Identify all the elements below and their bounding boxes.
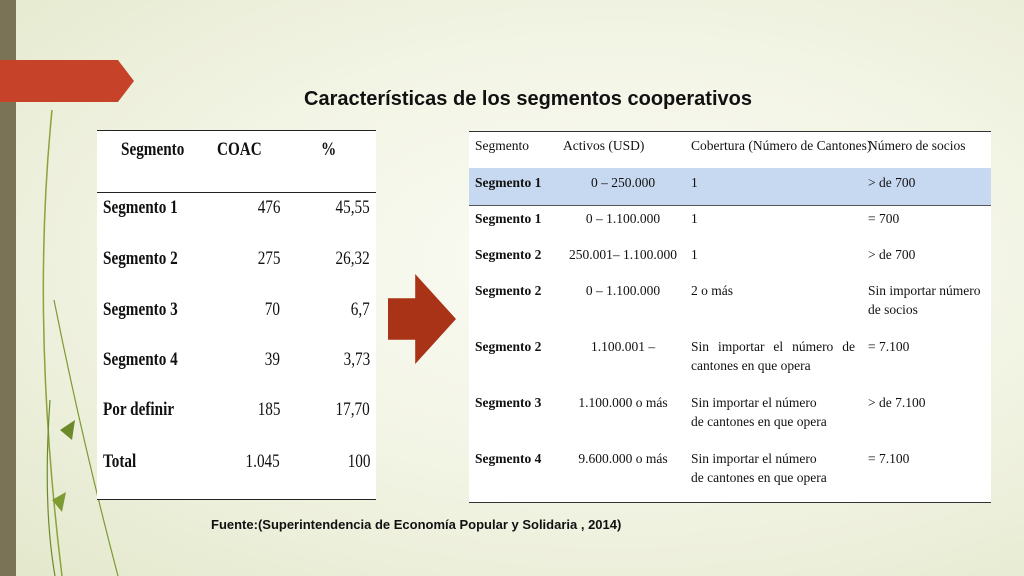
header-cobertura: Cobertura (Número de Cantones): [691, 138, 872, 153]
cell-cobertura: 1: [691, 211, 698, 226]
row-coac: 185: [257, 399, 280, 420]
row-percent: 6,7: [351, 299, 370, 320]
cell-cobertura: Sin importar el número de cantones en que opera: [691, 451, 827, 485]
row-coac-total: 1.045: [245, 451, 280, 472]
row-label: Por definir: [103, 399, 175, 420]
row-coac: 39: [264, 349, 280, 370]
right-arrow-icon: [388, 274, 456, 364]
row-coac: 275: [257, 248, 280, 269]
row-label: Segmento 4: [103, 349, 178, 370]
cell-cobertura: 2 o más: [691, 283, 733, 298]
row-label: Segmento 2: [103, 248, 178, 269]
row-divider: [469, 205, 991, 206]
cell-socios: = 7.100: [868, 451, 910, 466]
segments-detail-table: [469, 131, 991, 503]
table-header: [97, 131, 376, 193]
segments-summary-table: [97, 130, 376, 500]
header-socios: Número de socios: [868, 138, 966, 153]
cell-socios: > de 7.100: [868, 395, 926, 410]
cell-socios: > de 700: [868, 247, 916, 262]
row-percent: 17,70: [335, 399, 370, 420]
row-percent: 3,73: [343, 349, 370, 370]
cell-activos: 1.100.000 o más: [578, 395, 668, 410]
cell-cobertura: Sin importar el número de cantones en que opera: [691, 339, 855, 373]
cell-segmento: Segmento 2: [475, 339, 542, 354]
row-percent-total: 100: [347, 451, 370, 472]
header-percent: %: [321, 139, 337, 160]
header-segmento: Segmento: [475, 138, 529, 153]
cell-activos: 0 – 250.000: [590, 175, 656, 190]
cell-cobertura: Sin importar el número de cantones en que opera: [691, 395, 827, 429]
cell-segmento: Segmento 2: [475, 283, 542, 298]
cell-activos: 250.001– 1.100.000: [569, 247, 677, 262]
header-segmento: Segmento: [121, 139, 185, 160]
cell-activos: 9.600.000 o más: [578, 451, 668, 466]
row-label-total: Total: [103, 451, 137, 472]
cell-segmento: Segmento 3: [475, 395, 542, 410]
cell-cobertura: 1: [691, 175, 698, 190]
cell-socios: > de 700: [868, 175, 916, 190]
cell-socios: = 7.100: [868, 339, 910, 354]
source-citation: Fuente:(Superintendencia de Economía Popular y Solidaria , 2014): [211, 517, 622, 532]
cell-socios: Sin importar número de socios: [868, 283, 981, 317]
cell-segmento: Segmento 1: [475, 175, 542, 190]
cell-activos: 1.100.001 –: [590, 339, 656, 354]
row-coac: 70: [264, 299, 280, 320]
header-activos: Activos (USD): [563, 138, 645, 153]
cell-segmento: Segmento 2: [475, 247, 542, 262]
cell-cobertura: 1: [691, 247, 698, 262]
row-label: Segmento 3: [103, 299, 178, 320]
cell-activos: 0 – 1.100.000: [585, 283, 661, 298]
row-percent: 26,32: [335, 248, 370, 269]
row-label: Segmento 1: [103, 197, 178, 218]
header-coac: COAC: [217, 139, 262, 160]
row-coac: 476: [257, 197, 280, 218]
cell-socios: = 700: [868, 211, 900, 226]
cell-segmento: Segmento 4: [475, 451, 542, 466]
cell-segmento: Segmento 1: [475, 211, 542, 226]
page-title: Características de los segmentos cooperativos: [304, 88, 752, 110]
cell-activos: 0 – 1.100.000: [585, 211, 661, 226]
row-percent: 45,55: [335, 197, 370, 218]
